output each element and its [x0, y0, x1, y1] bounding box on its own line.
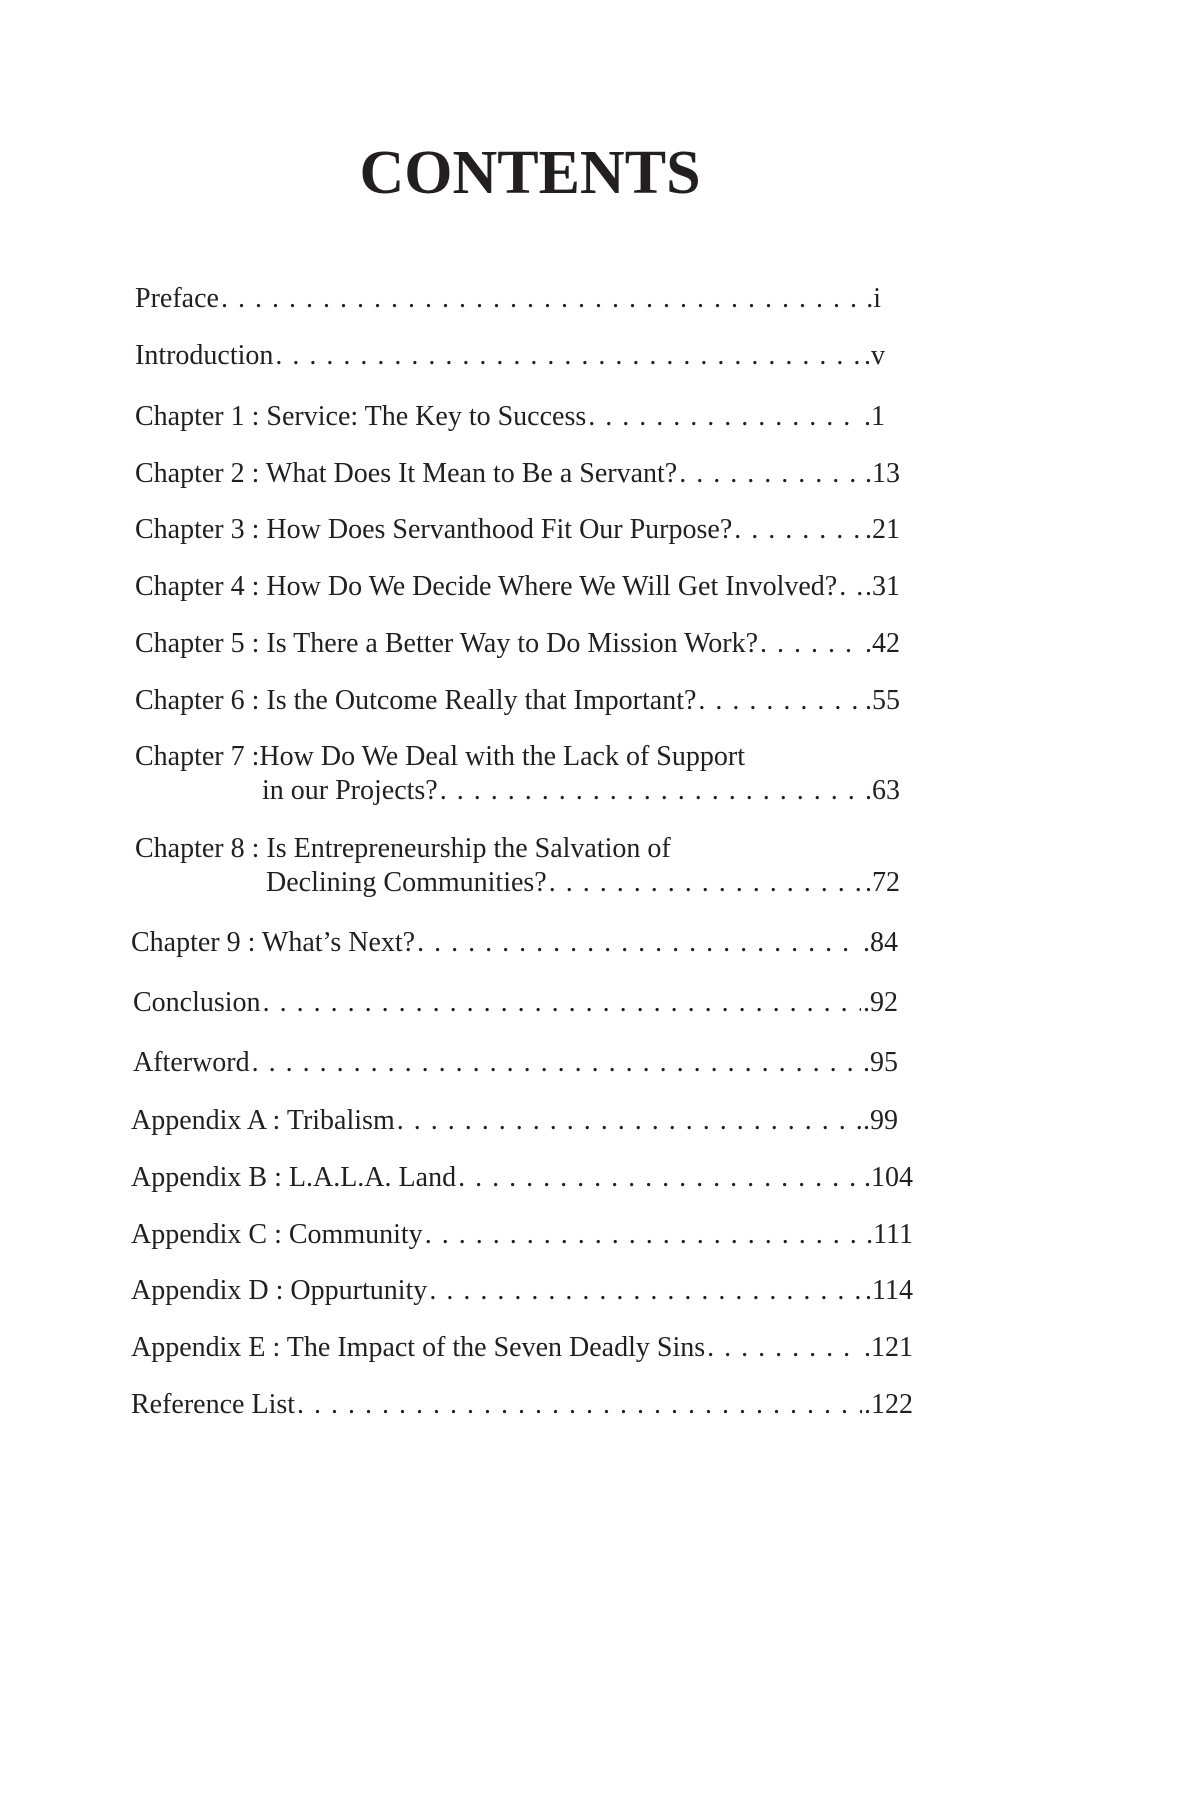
- dot-leader: [397, 1104, 861, 1138]
- dot-leader: [252, 1046, 861, 1080]
- toc-entry-introduction[interactable]: [135, 339, 885, 373]
- toc-entry-chapter-6[interactable]: [135, 684, 900, 718]
- toc-entry-label: Chapter 4 : How Do We Decide Where We Will Get Involved?: [135, 571, 838, 602]
- toc-entry-page: . 1: [864, 400, 885, 434]
- toc-entry-label: Reference List: [131, 1389, 296, 1420]
- toc-entry-afterword[interactable]: [133, 1046, 898, 1080]
- toc-entry-page: . 72: [865, 866, 900, 900]
- dot-leader: [698, 684, 863, 718]
- toc-entry-preface[interactable]: [135, 282, 881, 316]
- page-title: CONTENTS: [359, 139, 701, 207]
- toc-entry-page: . 31: [865, 570, 900, 604]
- toc-entry-appendix-e[interactable]: [131, 1331, 913, 1365]
- toc-entry-chapter-9[interactable]: [131, 926, 898, 960]
- toc-entry-page: . i: [866, 282, 881, 316]
- toc-entry-chapter-8[interactable]: [135, 832, 900, 900]
- toc-entry-page: . v: [864, 339, 885, 373]
- dot-leader: [760, 627, 863, 661]
- dot-leader: [417, 926, 861, 960]
- toc-entry-page: . 84: [863, 926, 898, 960]
- toc-entry-label: Conclusion: [133, 987, 261, 1018]
- toc-entry-reference-list[interactable]: [131, 1388, 913, 1422]
- toc-entry-label: Chapter 2 : What Does It Mean to Be a Servant?: [135, 458, 678, 489]
- toc-entry-label: Declining Communities?: [266, 867, 547, 898]
- dot-leader: [707, 1331, 862, 1365]
- toc-entry-label: Chapter 3 : How Does Servanthood Fit Our Purpose?: [135, 514, 733, 545]
- toc-entry-page: . 111: [866, 1218, 913, 1252]
- dot-leader: [429, 1274, 863, 1308]
- dot-leader: [275, 339, 862, 373]
- toc-entry-page: . 122: [864, 1388, 913, 1422]
- toc-entry-page: . 21: [865, 513, 900, 547]
- dot-leader: [679, 457, 863, 491]
- toc-entry-label: Chapter 9 : What’s Next?: [131, 927, 416, 958]
- toc-entry-chapter-2[interactable]: [135, 457, 900, 491]
- dot-leader: [734, 513, 863, 547]
- dot-leader: [221, 282, 864, 316]
- toc-entry-page: . 104: [864, 1161, 913, 1195]
- toc-entry-page: . 121: [864, 1331, 913, 1365]
- toc-entry-page: . 92: [863, 986, 898, 1020]
- toc-entry-chapter-3[interactable]: [135, 513, 900, 547]
- dot-leader: [263, 986, 861, 1020]
- toc-entry-conclusion[interactable]: [133, 986, 898, 1020]
- toc-entry-label: Introduction: [135, 340, 274, 371]
- toc-entry-page: . 99: [863, 1104, 898, 1138]
- toc-entry-label: Chapter 5 : Is There a Better Way to Do Mission Work?: [135, 628, 759, 659]
- toc-entry-appendix-c[interactable]: [131, 1218, 913, 1252]
- toc-entry-label: Appendix E : The Impact of the Seven Deadly Sins: [131, 1332, 706, 1363]
- toc-entry-label: Afterword: [133, 1047, 250, 1078]
- toc-entry-label: Preface: [135, 283, 219, 314]
- toc-entry-label-line1: Chapter 8 : Is Entrepreneurship the Salvation of: [135, 833, 671, 864]
- toc-entry-label: Chapter 6 : Is the Outcome Really that Important?: [135, 685, 697, 716]
- dot-leader: [549, 866, 863, 900]
- toc-entry-chapter-1[interactable]: [135, 400, 885, 434]
- toc-entry-chapter-5[interactable]: [135, 627, 900, 661]
- toc-entry-label: Appendix D : Oppurtunity: [131, 1275, 428, 1306]
- toc-entry-page: . 95: [863, 1046, 898, 1080]
- toc-entry-page: . 55: [865, 684, 900, 718]
- toc-entry-label: Appendix B : L.A.L.A. Land: [131, 1162, 457, 1193]
- toc-entry-label: in our Projects?: [262, 775, 438, 806]
- dot-leader: [297, 1388, 862, 1422]
- dot-leader: [588, 400, 862, 434]
- toc-entry-chapter-7[interactable]: [135, 740, 900, 808]
- toc-entry-label: Appendix A : Tribalism: [131, 1105, 395, 1136]
- dot-leader: [839, 570, 863, 604]
- toc-entry-appendix-b[interactable]: [131, 1161, 913, 1195]
- toc-entry-label: Chapter 1 : Service: The Key to Success: [135, 401, 587, 432]
- toc-entry-appendix-d[interactable]: [131, 1274, 913, 1308]
- toc-entry-label-line1: Chapter 7 :How Do We Deal with the Lack of Support: [135, 741, 745, 772]
- toc-entry-label: Appendix C : Community: [131, 1219, 423, 1250]
- dot-leader: [440, 774, 863, 808]
- toc-entry-page: . 42: [865, 627, 900, 661]
- toc-entry-page: . 13: [865, 457, 900, 491]
- toc-entry-page: . 63: [865, 774, 900, 808]
- toc-entry-page: . 114: [865, 1274, 913, 1308]
- dot-leader: [458, 1161, 862, 1195]
- toc-entry-appendix-a[interactable]: [131, 1104, 898, 1138]
- toc-entry-chapter-4[interactable]: [135, 570, 900, 604]
- dot-leader: [425, 1218, 864, 1252]
